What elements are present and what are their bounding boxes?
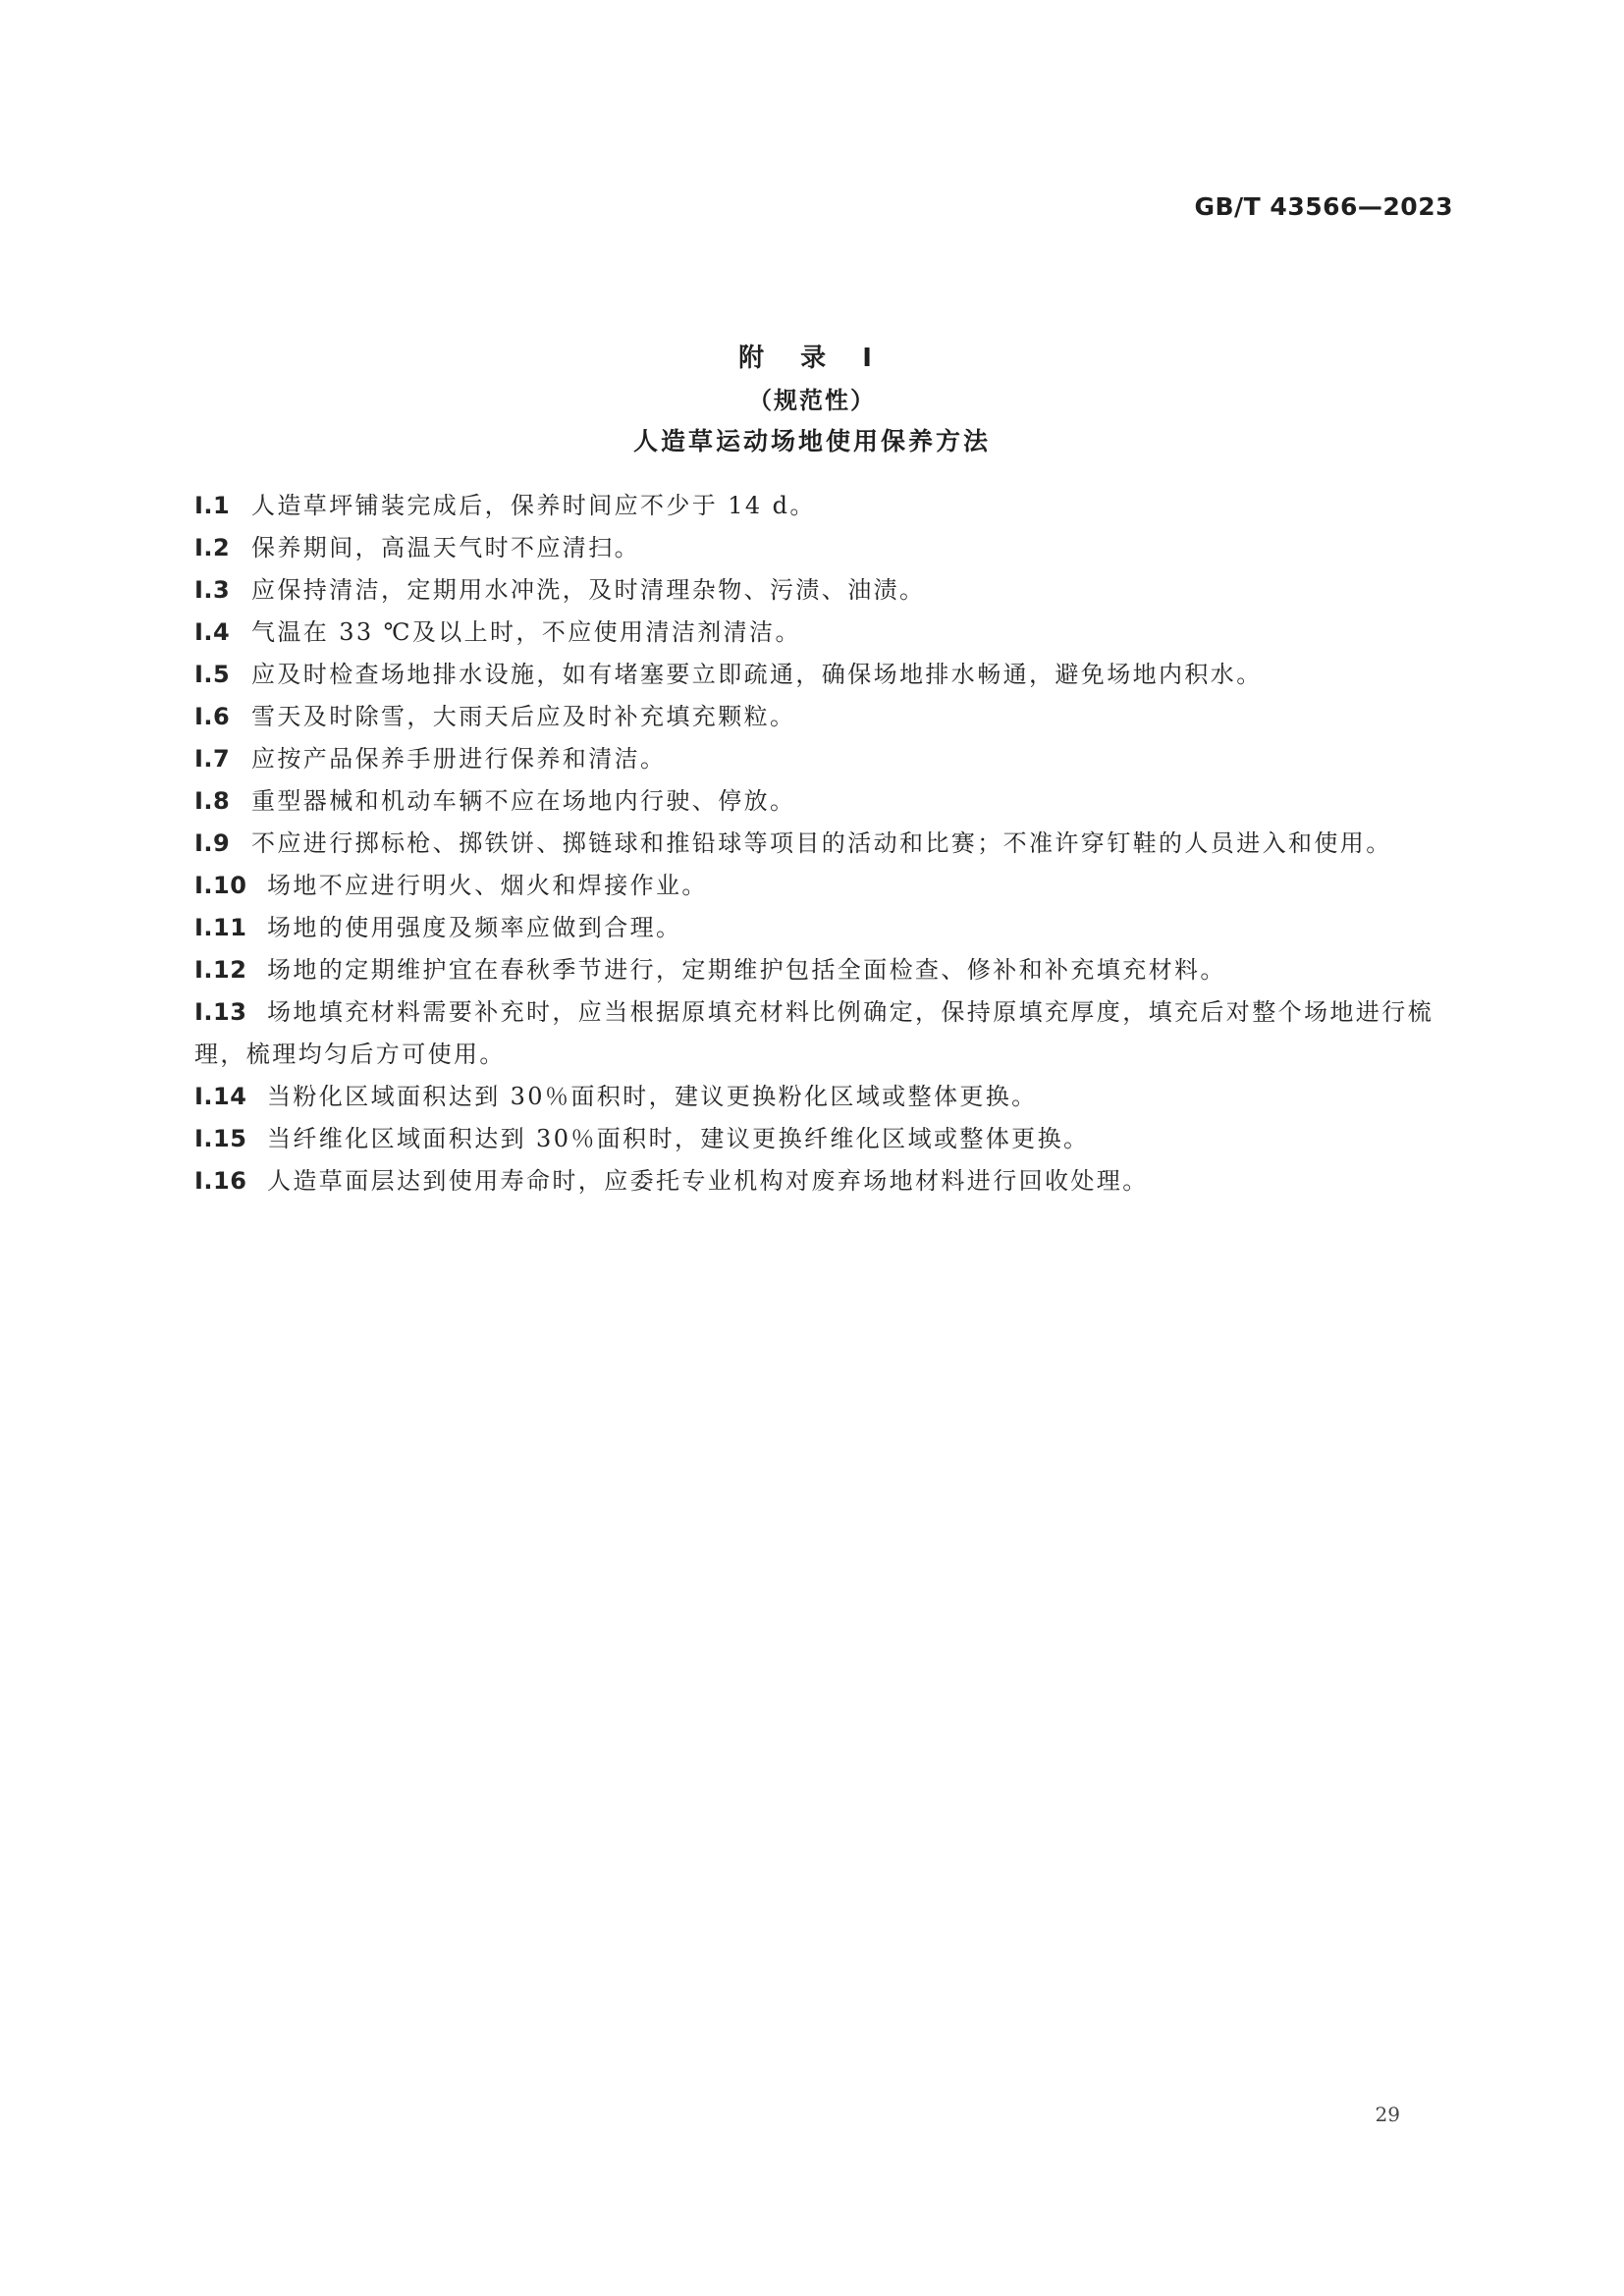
clause-number: I.2	[194, 534, 231, 561]
clause-item	[194, 1160, 1455, 1202]
clause-item	[194, 569, 1455, 612]
clause-text: 保养期间，高温天气时不应清扫。	[251, 534, 640, 561]
clause-text: 人造草面层达到使用寿命时，应委托专业机构对废弃场地材料进行回收处理。	[267, 1167, 1149, 1195]
clause-item	[194, 654, 1455, 696]
clause-number: I.5	[194, 661, 231, 688]
clause-list	[194, 485, 1455, 1202]
clause-number: I.6	[194, 703, 231, 730]
clause-number: I.9	[194, 829, 231, 857]
clause-item	[194, 738, 1455, 780]
clause-number: I.13	[194, 998, 247, 1026]
clause-text: 当纤维化区域面积达到 30％面积时，建议更换纤维化区域或整体更换。	[267, 1125, 1090, 1152]
clause-text: 重型器械和机动车辆不应在场地内行驶、停放。	[251, 787, 796, 815]
clause-number: I.10	[194, 872, 247, 899]
clause-number: I.4	[194, 618, 231, 646]
clause-text: 雪天及时除雪，大雨天后应及时补充填充颗粒。	[251, 703, 796, 730]
clause-item	[194, 527, 1455, 569]
clause-number: I.1	[194, 492, 231, 519]
clause-text: 场地的定期维护宜在春秋季节进行，定期维护包括全面检查、修补和补充填充材料。	[267, 956, 1226, 984]
clause-text: 场地的使用强度及频率应做到合理。	[267, 914, 682, 941]
clause-number: I.14	[194, 1083, 247, 1110]
clause-number: I.11	[194, 914, 247, 941]
clause-number: I.7	[194, 745, 231, 773]
appendix-title: 附 录 I	[738, 344, 886, 373]
clause-item	[194, 485, 1455, 527]
clause-item	[194, 1118, 1455, 1160]
clause-text: 场地填充材料需要补充时，应当根据原填充材料比例确定，保持原填充厚度，填充后对整个场地进行梳理，梳理均匀后方可使用。	[194, 998, 1434, 1068]
clause-number: I.8	[194, 787, 231, 815]
clause-item	[194, 780, 1455, 823]
clause-text: 人造草坪铺装完成后，保养时间应不少于 14 d。	[251, 492, 816, 519]
clause-item	[194, 991, 1455, 1076]
clause-item	[194, 696, 1455, 738]
clause-item	[194, 612, 1455, 654]
clause-item	[194, 1076, 1455, 1118]
clause-text: 气温在 33 ℃及以上时，不应使用清洁剂清洁。	[251, 618, 801, 646]
clause-item	[194, 823, 1455, 865]
clause-item	[194, 907, 1455, 949]
clause-text: 应保持清洁，定期用水冲洗，及时清理杂物、污渍、油渍。	[251, 576, 926, 604]
clause-text: 不应进行掷标枪、掷铁饼、掷链球和推铅球等项目的活动和比赛；不准许穿钉鞋的人员进入和使用。	[251, 829, 1392, 857]
clause-text: 当粉化区域面积达到 30％面积时，建议更换粉化区域或整体更换。	[267, 1083, 1038, 1110]
standard-code: GB/T 43566—2023	[1194, 192, 1453, 221]
clause-text: 场地不应进行明火、烟火和焊接作业。	[267, 872, 708, 899]
clause-item	[194, 865, 1455, 907]
clause-number: I.3	[194, 576, 231, 604]
page-number: 29	[1375, 2103, 1400, 2126]
clause-item	[194, 949, 1455, 991]
appendix-subject: 人造草运动场地使用保养方法	[632, 427, 991, 455]
clause-text: 应及时检查场地排水设施，如有堵塞要立即疏通，确保场地排水畅通，避免场地内积水。	[251, 661, 1263, 688]
clause-text: 应按产品保养手册进行保养和清洁。	[251, 745, 667, 773]
clause-number: I.15	[194, 1125, 247, 1152]
appendix-nature: （规范性）	[748, 387, 876, 414]
clause-number: I.12	[194, 956, 247, 984]
clause-number: I.16	[194, 1167, 247, 1195]
